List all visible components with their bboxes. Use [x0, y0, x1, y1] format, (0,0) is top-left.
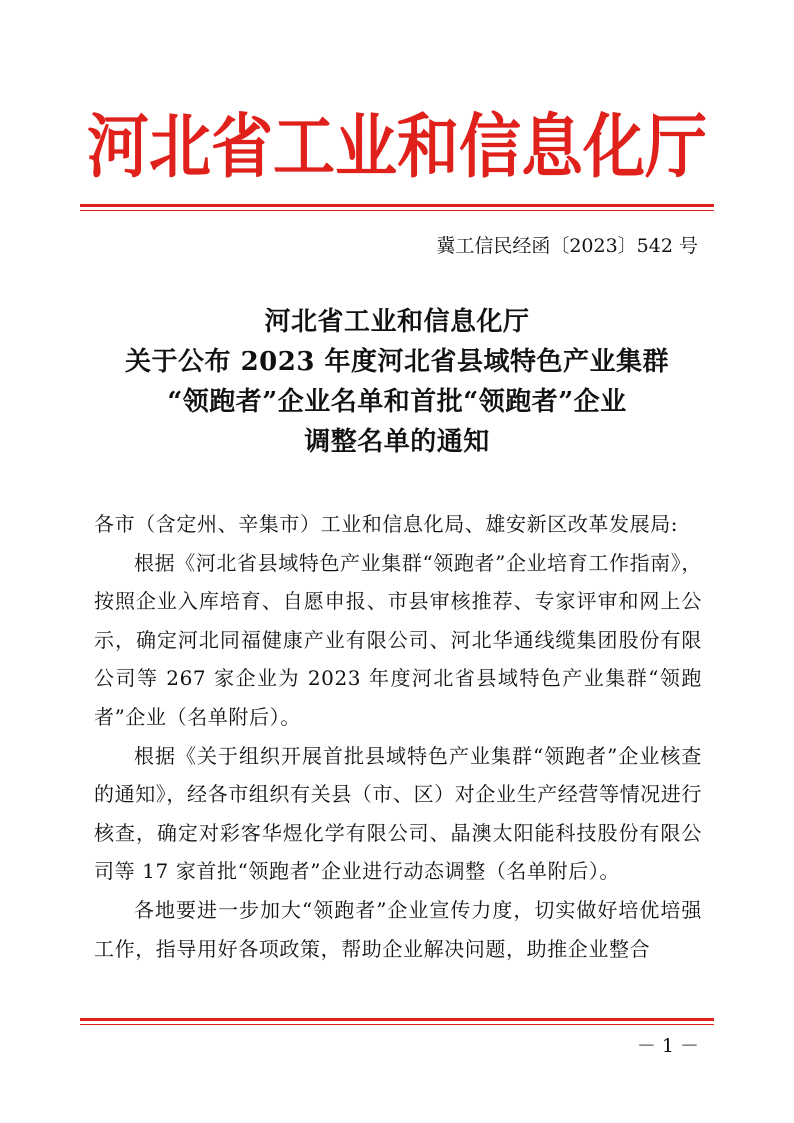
body-paragraph-3: 各地要进一步加大“领跑者”企业宣传力度，切实做好培优培强工作，指导用好各项政策，帮助企业解决问题，助推企业整合: [94, 897, 702, 961]
document-title: [80, 302, 714, 462]
document-number: 冀工信民经函〔2023〕542 号: [436, 235, 698, 257]
body-paragraph-1: 根据《河北省县域特色产业集群“领跑者”企业培育工作指南》，按照企业入库培育、自愿申报、市县审核推荐、专家评审和网上公示，确定河北同福健康产业有限公司、河北华通线缆集团股份有限公司等 267 家企业为 2023 年度河北省县域特色产业集群“领跑者”企业（名单附后）。: [94, 550, 702, 729]
footer-red-rule: [80, 1018, 714, 1021]
footer-red-rule-thin: [80, 1024, 714, 1025]
title-line-3: “领跑者”企业名单和首批“领跑者”企业: [167, 387, 627, 417]
masthead-red-rule: [80, 204, 714, 207]
masthead-red-rule-thin: [80, 210, 714, 211]
body-paragraph-2: 根据《关于组织开展首批县域特色产业集群“领跑者”企业核查的通知》，经各市组织有关县（市、区）对企业生产经营等情况进行核查，确定对彩客华煜化学有限公司、晶澳太阳能科技股份有限公司等 17 家首批“领跑者”企业进行动态调整（名单附后）。: [94, 743, 702, 884]
title-line-1: 河北省工业和信息化厅: [264, 307, 530, 337]
salutation: 各市（含定州、辛集市）工业和信息化局、雄安新区改革发展局:: [94, 512, 679, 536]
title-line-2: 关于公布 2023 年度河北省县域特色产业集群: [125, 347, 669, 377]
title-line-4: 调整名单的通知: [304, 427, 490, 457]
page-number: － 1 －: [636, 1035, 699, 1057]
agency-masthead: 河北省工业和信息化厅: [86, 105, 707, 188]
document-body: [94, 505, 702, 968]
